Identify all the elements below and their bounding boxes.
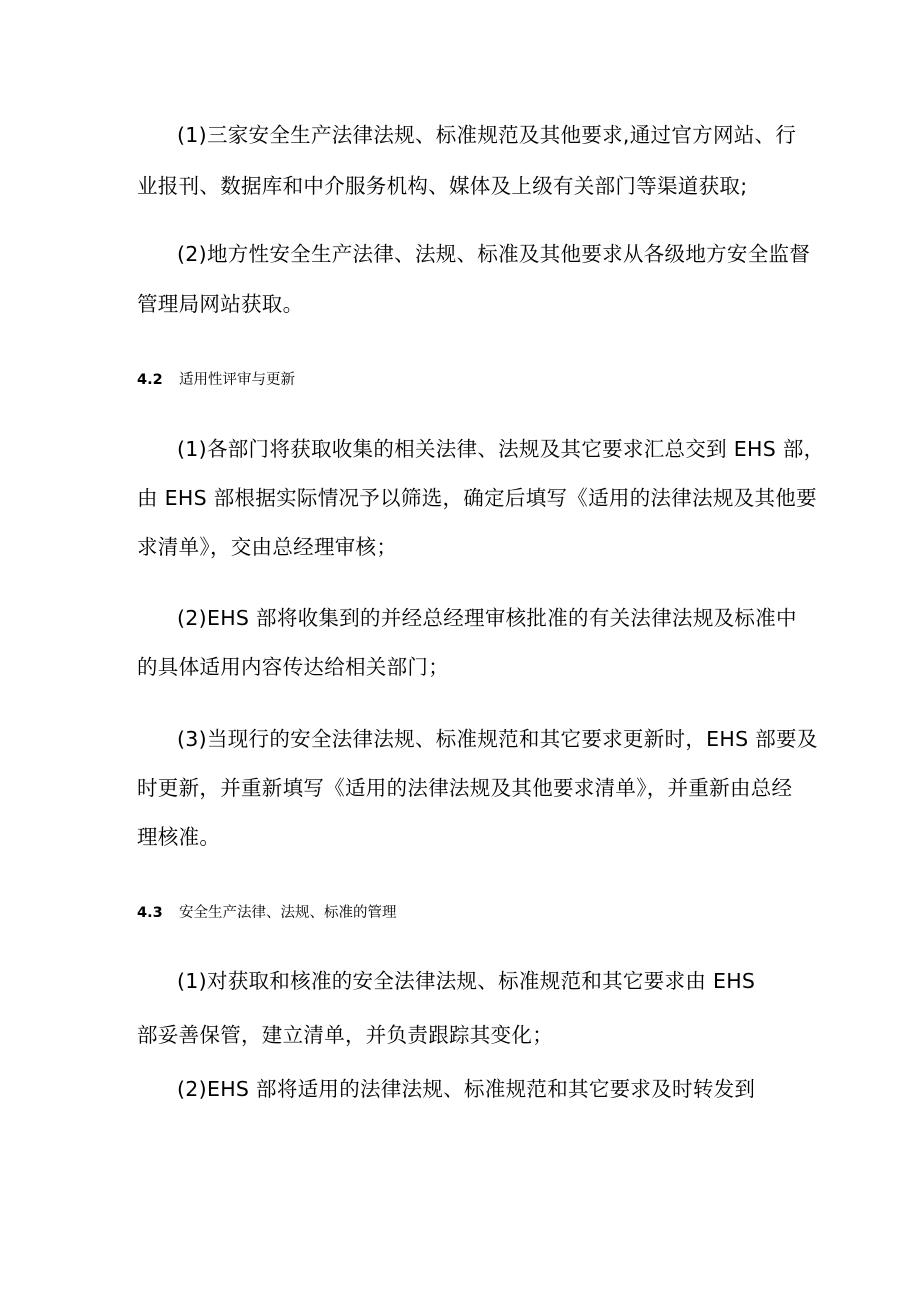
section-title: 安全生产法律、法规、标准的管理 [179,905,397,921]
paragraph-5-line-1: (3)当现行的安全法律法规、标准规范和其它要求更新时，EHS 部要及 [177,727,818,751]
section-title: 适用性评审与更新 [179,372,295,388]
paragraph-5-line-2: 时更新，并重新填写《适用的法律法规及其他要求清单》，并重新由总经 [137,776,793,800]
paragraph-4-line-1: (2)EHS 部将收集到的并经总经理审核批准的有关法律法规及标准中 [177,606,797,630]
paragraph-3-line-1: (1)各部门将获取收集的相关法律、法规及其它要求汇总交到 EHS 部， [177,437,825,461]
paragraph-1-line-1: (1)三家安全生产法律法规、标准规范及其他要求,通过官方网站、行 [177,123,797,147]
paragraph-5-line-3: 理核准。 [137,825,221,849]
paragraph-3-line-3: 求清单》，交由总经理审核； [137,535,398,559]
paragraph-6-line-2: 部妥善保管，建立清单，并负责跟踪其变化； [137,1023,553,1047]
paragraph-1-line-2: 业报刊、数据库和中介服务机构、媒体及上级有关部门等渠道获取; [137,174,748,198]
section-heading-4-3 [137,903,397,923]
paragraph-2-line-1: (2)地方性安全生产法律、法规、标准及其他要求从各级地方安全监督 [177,242,811,266]
section-number: 4.3 [137,905,163,921]
section-heading-4-2 [137,370,295,390]
paragraph-7-line-1: (2)EHS 部将适用的法律法规、标准规范和其它要求及时转发到 [177,1077,756,1101]
paragraph-6-line-1: (1)对获取和核准的安全法律法规、标准规范和其它要求由 EHS [177,969,756,993]
section-number: 4.2 [137,372,163,388]
paragraph-4-line-2: 的具体适用内容传达给相关部门； [137,655,449,679]
paragraph-2-line-2: 管理局网站获取。 [137,292,304,316]
paragraph-3-line-2: 由 EHS 部根据实际情况予以筛选，确定后填写《适用的法律法规及其他要 [137,486,817,510]
